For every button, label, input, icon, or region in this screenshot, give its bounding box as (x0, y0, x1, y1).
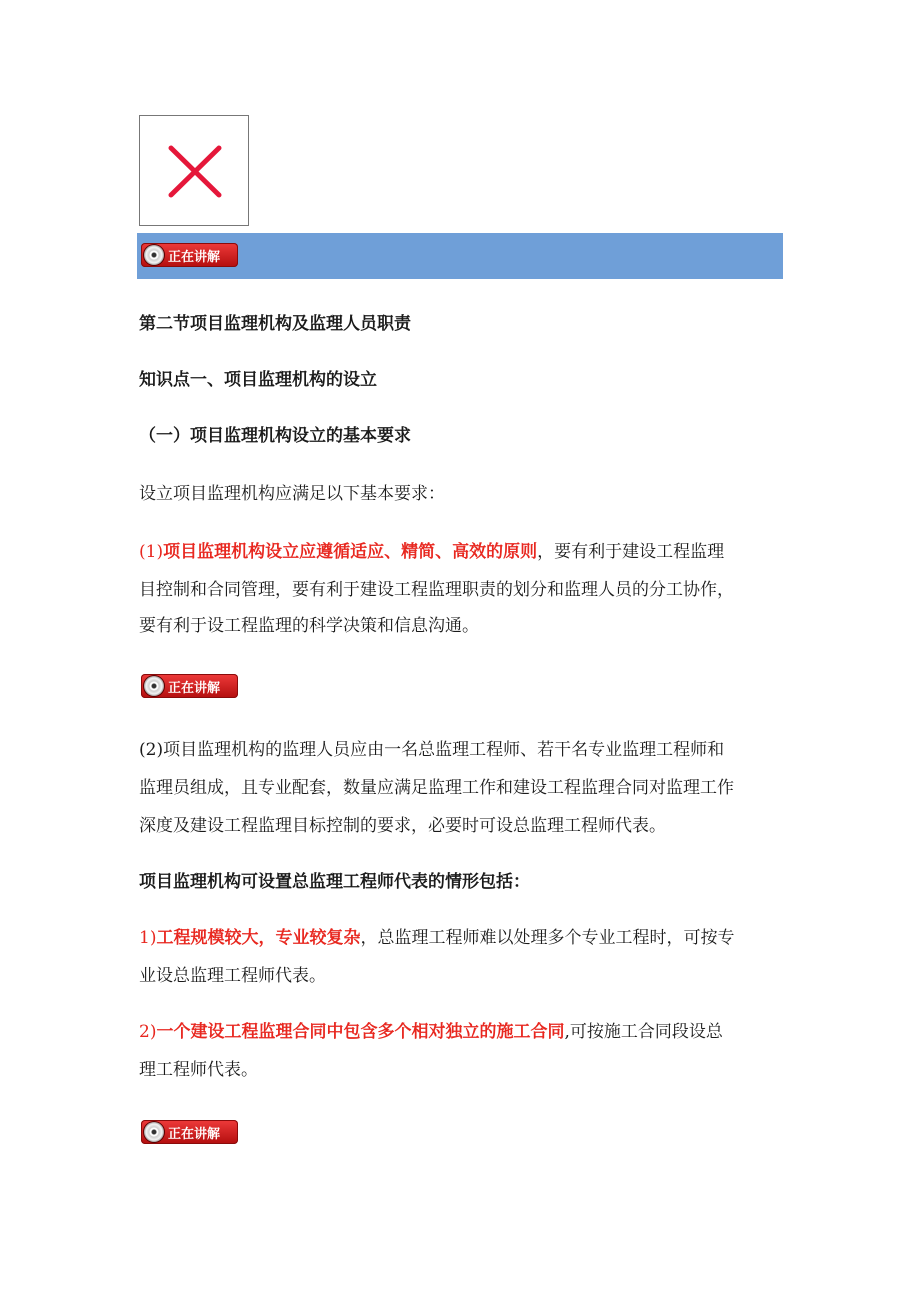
case1-line1 (139, 926, 734, 950)
case2-line1 (139, 1020, 723, 1044)
case2-prefix: 2) (139, 1022, 157, 1042)
req1-line3: 要有利于设工程监理的科学决策和信息沟通。 (139, 616, 479, 636)
section-title: 第二节项目监理机构及监理人员职责 (139, 314, 411, 334)
case2-line2: 理工程师代表。 (139, 1060, 258, 1080)
disc-icon (144, 1122, 164, 1142)
deputy-heading: 项目监理机构可设置总监理工程师代表的情形包括： (139, 872, 530, 892)
case2-highlight: 一个建设工程监理合同中包含多个相对独立的施工合同 (156, 1022, 565, 1042)
case1-prefix: 1) (139, 928, 157, 948)
now-explaining-badge[interactable] (141, 1120, 238, 1144)
now-explaining-badge[interactable] (141, 674, 238, 698)
case1-line1-rest: ，总监理工程师难以处理多个专业工程时，可按专 (360, 928, 735, 948)
knowledge-point-heading: 知识点一、项目监理机构的设立 (139, 370, 377, 390)
req1-line1 (139, 540, 724, 564)
req2-line3: 深度及建设工程监理目标控制的要求，必要时可设总监理工程师代表。 (139, 816, 666, 836)
badge-label: 正在讲解 (168, 680, 221, 696)
req1-line1-rest: ，要有利于建设工程监理 (537, 542, 725, 562)
case1-line2: 业设总监理工程师代表。 (139, 966, 326, 986)
req1-line2: 目控制和合同管理，要有利于建设工程监理职责的划分和监理人员的分工协作， (139, 580, 734, 600)
req1-highlight: 项目监理机构设立应遵循适应、精简、高效的原则 (163, 542, 538, 562)
broken-image-placeholder (139, 115, 249, 226)
case1-highlight: 工程规模较大，专业较复杂 (156, 928, 361, 948)
now-explaining-badge[interactable] (141, 243, 238, 267)
case2-line1-rest: ,可按施工合同段设总 (564, 1022, 723, 1042)
req1-prefix: (1) (139, 542, 164, 562)
req2-line2: 监理员组成，且专业配套，数量应满足监理工作和建设工程监理合同对监理工作 (139, 778, 734, 798)
badge-label: 正在讲解 (168, 249, 221, 265)
disc-icon (144, 676, 164, 696)
req2-line1: (2)项目监理机构的监理人员应由一名总监理工程师、若干名专业监理工程师和 (139, 740, 725, 760)
badge-label: 正在讲解 (168, 1126, 221, 1142)
disc-icon (144, 245, 164, 265)
intro-text: 设立项目监理机构应满足以下基本要求： (139, 484, 445, 504)
sub-heading: （一）项目监理机构设立的基本要求 (139, 426, 411, 446)
close-x-icon (140, 116, 248, 225)
